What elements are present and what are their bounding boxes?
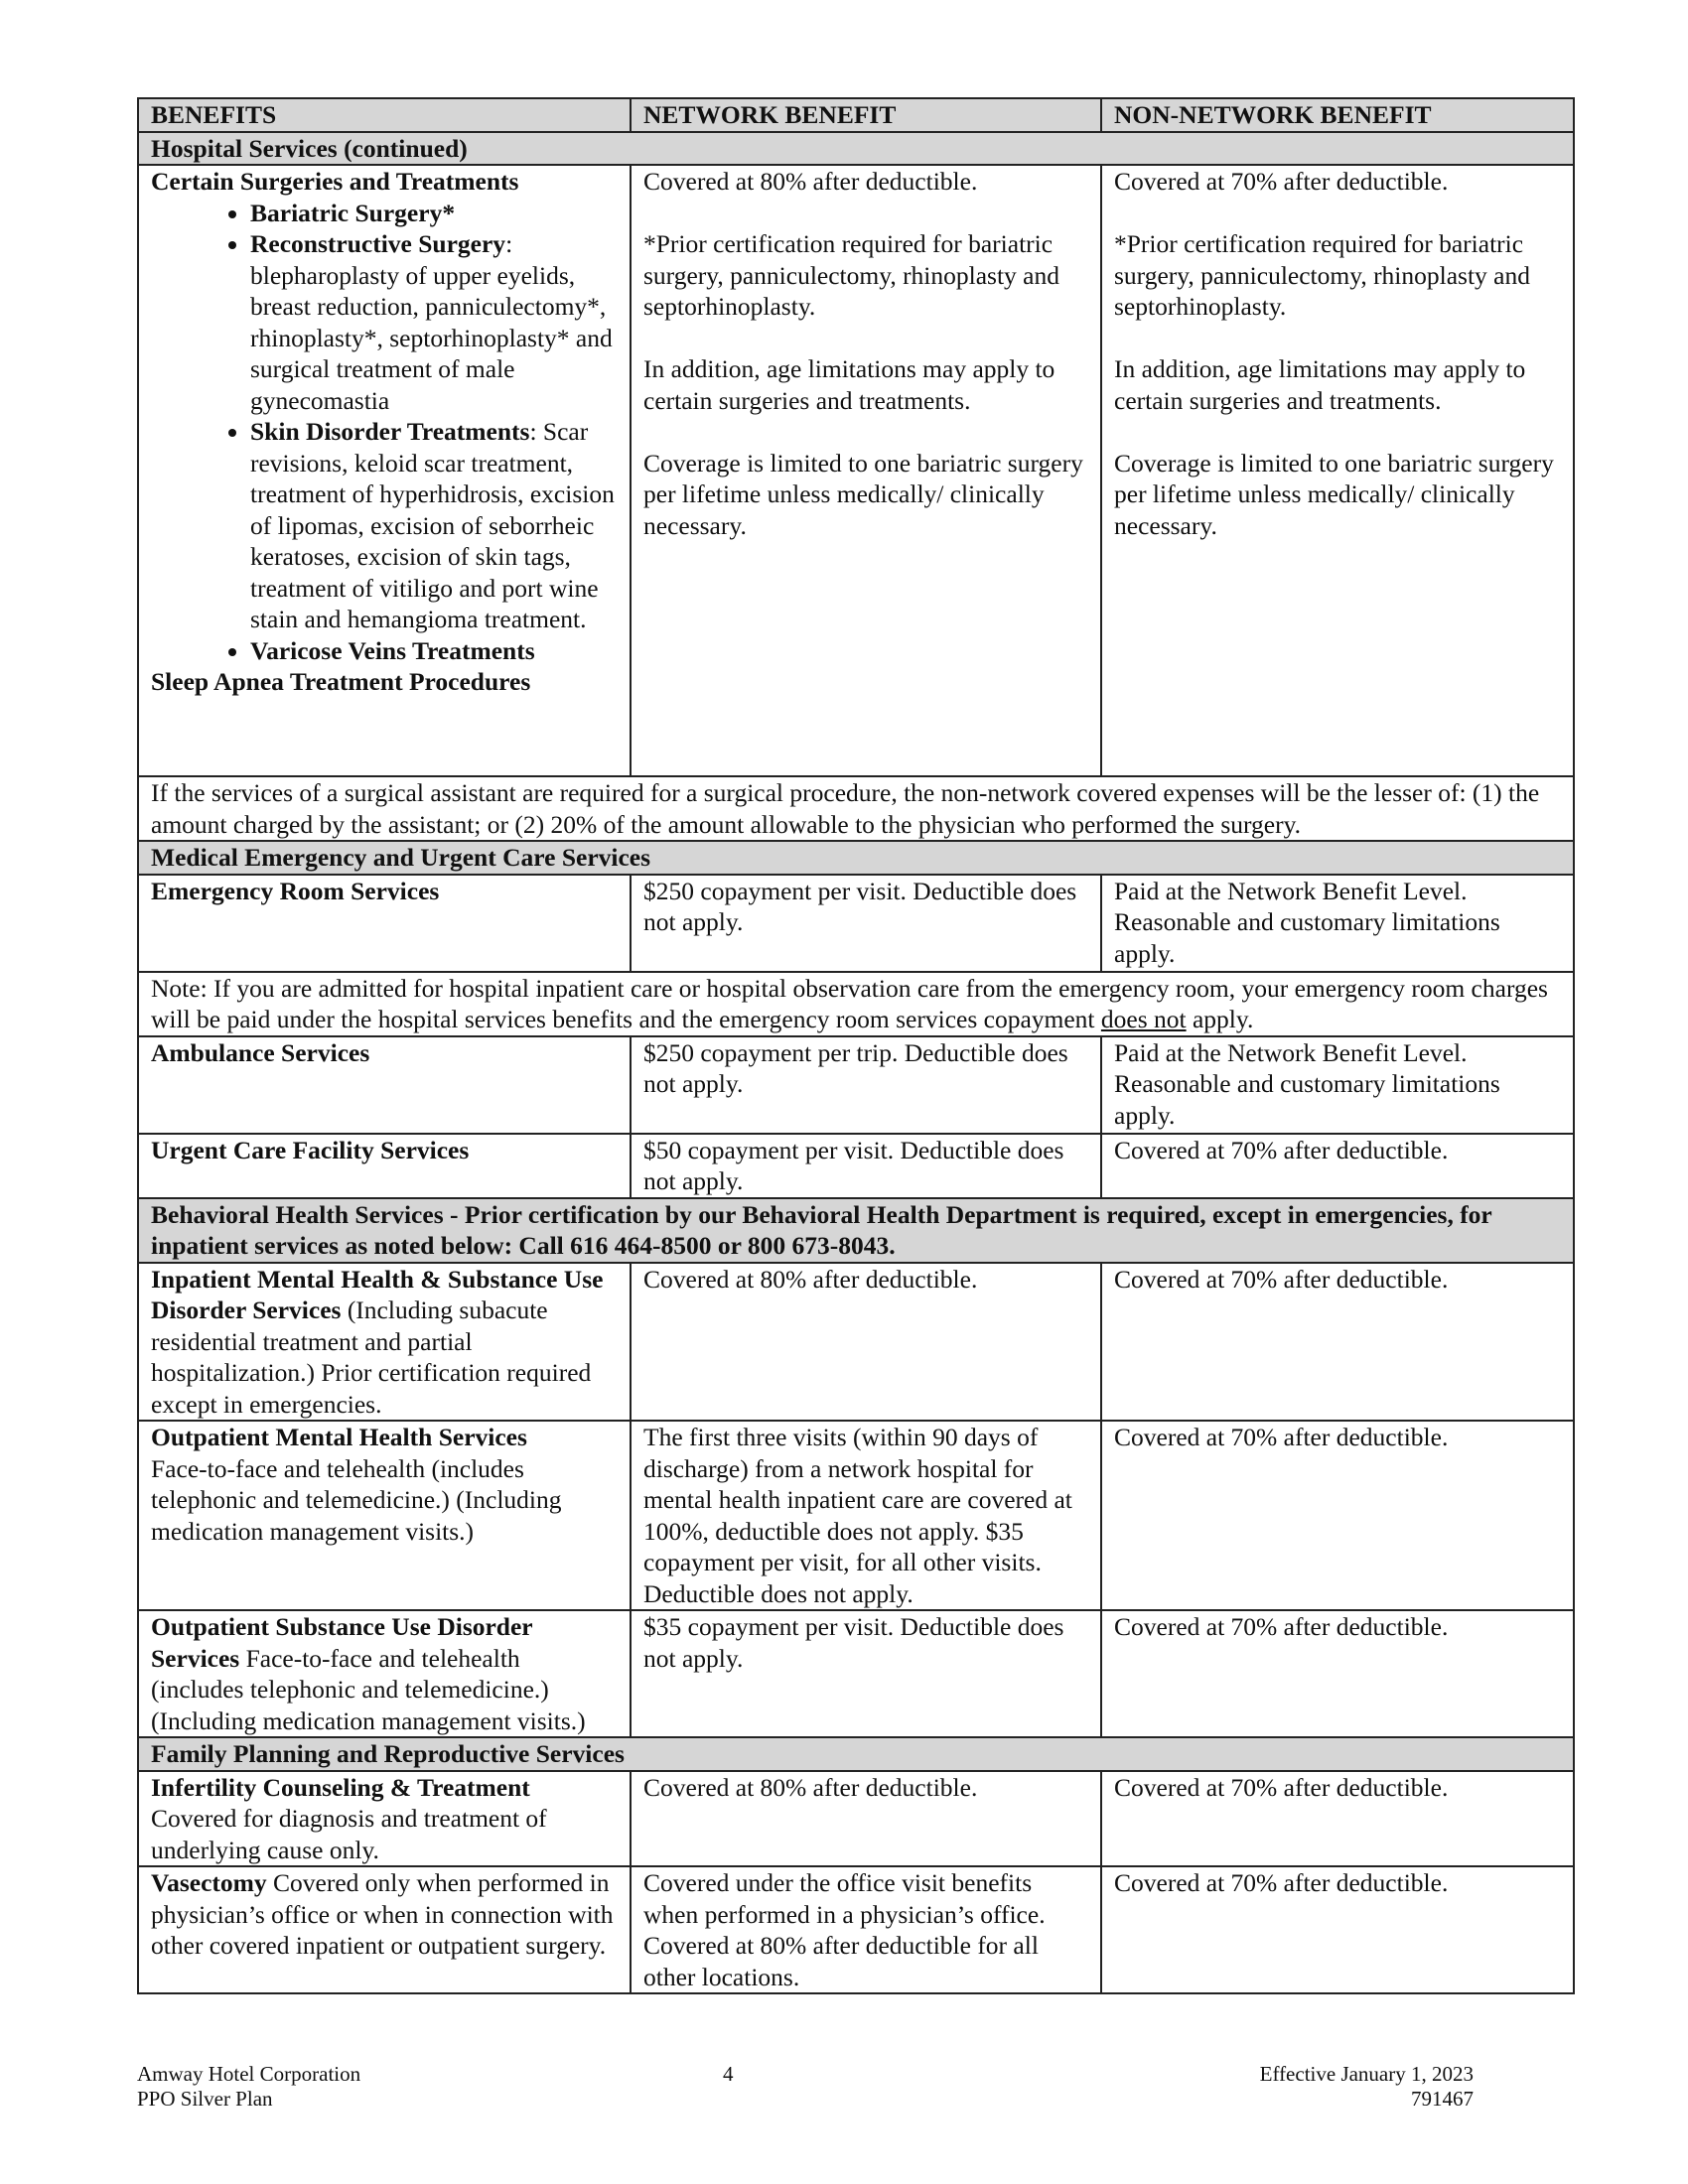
row-description: Face-to-face and telehealth (includes telephonic and telemedicine.) (Including medication management visits.)	[151, 1453, 562, 1546]
note-text: Note: If you are admitted for hospital inpatient care or hospital observation care from the emergency room, your emergency room charges will be paid under the hospital services benefits and the emergency room services copayment	[151, 973, 1548, 1033]
network-cell: $250 copayment per trip. Deductible does not apply.	[631, 1036, 1101, 1134]
list-item-title: Varicose Veins Treatments	[250, 635, 535, 665]
network-cell	[631, 165, 1101, 776]
list-item-title: Bariatric Surgery*	[250, 198, 456, 227]
row-title: Vasectomy	[151, 1868, 267, 1897]
paragraph: In addition, age limitations may apply to certain surgeries and treatments.	[1114, 354, 1526, 415]
section-hospital-services: Hospital Services (continued)	[138, 132, 1574, 166]
benefit-cell	[138, 1610, 631, 1737]
paragraph: Covered at 70% after deductible.	[1114, 167, 1449, 196]
section-family-planning: Family Planning and Reproductive Services	[138, 1737, 1574, 1771]
surgery-list	[151, 198, 618, 667]
table-row	[138, 1421, 1574, 1610]
surgical-assistant-note: If the services of a surgical assistant are required for a surgical procedure, the non-network covered expenses will be the lesser of: (1) the amount charged by the assistant; or (2) 20% of the amount allowable to the physician who performed the surgery.	[138, 776, 1574, 841]
table-row	[138, 1134, 1574, 1198]
table-row	[138, 875, 1574, 972]
list-item	[250, 416, 618, 635]
table-row	[138, 1771, 1574, 1867]
note-row	[138, 972, 1574, 1036]
header-network-benefit: NETWORK BENEFIT	[631, 98, 1101, 132]
paragraph: In addition, age limitations may apply to certain surgeries and treatments.	[643, 354, 1055, 415]
list-item-title: Skin Disorder Treatments	[250, 417, 530, 446]
network-cell: Covered at 80% after deductible.	[631, 1263, 1101, 1422]
paragraph: Coverage is limited to one bariatric surgery per lifetime unless medically/ clinically necessary.	[1114, 448, 1554, 540]
row-description: (Including subacute residential treatment and partial hospitalization.) Prior certification required except in emergencies.	[151, 1296, 592, 1419]
network-cell: The first three visits (within 90 days of discharge) from a network hospital for mental health inpatient care are covered at 100%, deductible does not apply. $35 copayment per visit, for all other visits. Deductible does not apply.	[631, 1421, 1101, 1610]
non-network-cell: Covered at 70% after deductible.	[1101, 1421, 1574, 1610]
footer-document-code: 791467	[1411, 2087, 1474, 2111]
footer-effective-date: Effective January 1, 2023	[1259, 2062, 1474, 2086]
section-row	[138, 841, 1574, 875]
benefit-cell	[138, 1866, 631, 1993]
table-row	[138, 1263, 1574, 1422]
row-title: Urgent Care Facility Services	[151, 1135, 470, 1164]
footer-right	[1260, 2062, 1474, 2112]
section-row	[138, 1198, 1574, 1263]
footer-left	[137, 2062, 360, 2112]
note-row	[138, 776, 1574, 841]
non-network-cell: Covered at 70% after deductible.	[1101, 1771, 1574, 1867]
section-emergency-urgent-care: Medical Emergency and Urgent Care Services	[138, 841, 1574, 875]
header-non-network-benefit: NON-NETWORK BENEFIT	[1101, 98, 1574, 132]
benefit-cell	[138, 1036, 631, 1134]
benefit-cell	[138, 1263, 631, 1422]
row-title: Certain Surgeries and Treatments	[151, 167, 519, 196]
paragraph: *Prior certification required for bariatric surgery, panniculectomy, rhinoplasty and septorhinoplasty.	[643, 229, 1059, 321]
non-network-cell	[1101, 165, 1574, 776]
header-benefits: BENEFITS	[138, 98, 631, 132]
page-number: 4	[723, 2062, 734, 2086]
benefits-page	[137, 97, 1573, 1994]
footer-plan: PPO Silver Plan	[137, 2087, 273, 2111]
non-network-cell: Covered at 70% after deductible.	[1101, 1134, 1574, 1198]
non-network-cell: Paid at the Network Benefit Level. Reasonable and customary limitations apply.	[1101, 1036, 1574, 1134]
paragraph: Coverage is limited to one bariatric surgery per lifetime unless medically/ clinically necessary.	[643, 448, 1083, 540]
table-row	[138, 165, 1574, 776]
benefit-cell	[138, 875, 631, 972]
section-row	[138, 132, 1574, 166]
benefits-table	[137, 97, 1575, 1994]
list-item	[250, 198, 618, 229]
benefit-cell	[138, 165, 631, 776]
table-header-row	[138, 98, 1574, 132]
list-item	[250, 228, 618, 416]
row-description: Face-to-face and telehealth (includes telephonic and telemedicine.) (Including medication management visits.)	[151, 1643, 586, 1735]
list-item-text: : blepharoplasty of upper eyelids, breast reduction, panniculectomy*, rhinoplasty*, septorhinoplasty* and surgical treatment of male gynecomastia	[250, 229, 613, 415]
network-cell: $50 copayment per visit. Deductible does not apply.	[631, 1134, 1101, 1198]
row-description: Covered for diagnosis and treatment of underlying cause only.	[151, 1804, 547, 1864]
paragraph: Covered at 80% after deductible.	[643, 167, 978, 196]
non-network-cell: Paid at the Network Benefit Level. Reasonable and customary limitations apply.	[1101, 875, 1574, 972]
network-cell: $35 copayment per visit. Deductible does not apply.	[631, 1610, 1101, 1737]
footer-company: Amway Hotel Corporation	[137, 2062, 361, 2086]
network-cell: Covered at 80% after deductible.	[631, 1771, 1101, 1867]
network-cell: Covered under the office visit benefits when performed in a physician’s office. Covered at 80% after deductible for all other locations.	[631, 1866, 1101, 1993]
non-network-cell: Covered at 70% after deductible.	[1101, 1866, 1574, 1993]
row-description: Covered only when performed in physician’s office or when in connection with other covered inpatient or outpatient surgery.	[151, 1868, 614, 1960]
note-emphasis: does not	[1100, 1005, 1187, 1033]
section-behavioral-health: Behavioral Health Services - Prior certification by our Behavioral Health Department is required, except in emergencies, for inpatient services as noted below: Call 616 464-8500 or 800 673-8043.	[138, 1198, 1574, 1263]
row-title: Ambulance Services	[151, 1037, 370, 1067]
non-network-cell: Covered at 70% after deductible.	[1101, 1263, 1574, 1422]
row-title: Sleep Apnea Treatment Procedures	[151, 667, 531, 696]
section-row	[138, 1737, 1574, 1771]
row-title: Inpatient Mental Health & Substance Use Disorder Services	[151, 1264, 604, 1324]
row-title: Infertility Counseling & Treatment	[151, 1772, 530, 1802]
row-title: Outpatient Mental Health Services	[151, 1423, 527, 1451]
list-item-text: : Scar revisions, keloid scar treatment, treatment of hyperhidrosis, excision of lipomas, excision of seborrheic keratoses, excision of skin tags, treatment of vitiligo and port wine stain and hemangioma treatment.	[250, 417, 615, 633]
emergency-note	[138, 972, 1574, 1036]
benefit-cell	[138, 1134, 631, 1198]
table-row	[138, 1610, 1574, 1737]
benefit-cell	[138, 1421, 631, 1610]
list-item-title: Reconstructive Surgery	[250, 229, 506, 258]
list-item	[250, 635, 618, 667]
table-row	[138, 1036, 1574, 1134]
row-title: Outpatient Substance Use Disorder Services	[151, 1612, 533, 1673]
note-text: apply.	[1186, 1005, 1254, 1033]
row-title: Emergency Room Services	[151, 876, 440, 905]
paragraph: *Prior certification required for bariatric surgery, panniculectomy, rhinoplasty and septorhinoplasty.	[1114, 229, 1530, 321]
benefit-cell	[138, 1771, 631, 1867]
network-cell: $250 copayment per visit. Deductible does not apply.	[631, 875, 1101, 972]
table-row	[138, 1866, 1574, 1993]
non-network-cell: Covered at 70% after deductible.	[1101, 1610, 1574, 1737]
